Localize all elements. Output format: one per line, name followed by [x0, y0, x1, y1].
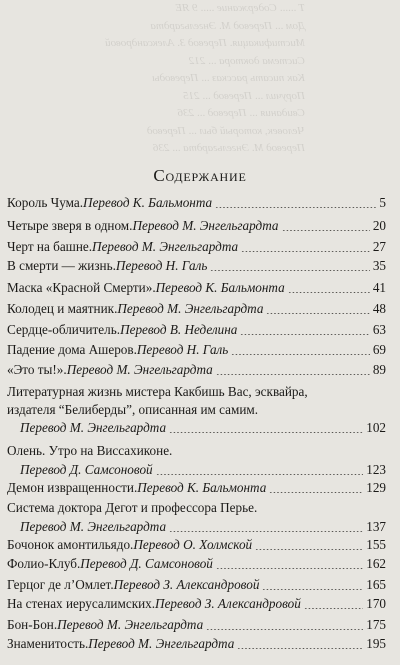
toc-entry[interactable] [20, 518, 386, 536]
toc-entry[interactable] [7, 321, 386, 339]
dot-leader [304, 608, 363, 609]
toc-entry-translator: Перевод М. Энгельгардта [92, 239, 239, 254]
toc-entry-page: 48 [372, 301, 386, 316]
toc-entry-page: 175 [366, 617, 386, 632]
toc-entry-page: 27 [372, 239, 386, 254]
toc-entry-page: 170 [366, 596, 386, 611]
dot-leader [241, 251, 370, 252]
dot-leader [282, 230, 370, 231]
toc-entry-translator: Перевод М. Энгельгардта [117, 301, 264, 316]
toc-entry[interactable] [7, 479, 386, 497]
toc-entry-title: Демон извращенности. [7, 480, 138, 495]
toc-entry-translator: Перевод М. Энгельгардта [132, 218, 279, 233]
bleed-line: Как писать рассказ ... Переводы [152, 72, 305, 84]
toc-entry-translator: Перевод М. Энгельгардта [66, 362, 213, 377]
toc-entry[interactable] [7, 194, 386, 212]
toc-entry-page: 165 [366, 577, 386, 592]
bleed-line: Т ...... Содержание ..... 9 ЯЕ [175, 2, 305, 14]
toc-entry-page: 5 [379, 195, 386, 210]
page-title: Содержание [153, 166, 247, 185]
dot-leader [240, 334, 369, 335]
dot-leader [266, 313, 369, 314]
toc-entry-translator: Перевод Д. Самсоновой [80, 556, 213, 571]
toc-entry[interactable] [7, 576, 386, 594]
toc-entry-title-line: Система доктора Дегот и профессора Перье. [7, 500, 258, 515]
toc-entry[interactable] [7, 536, 386, 554]
toc-entry-translator: Перевод З. Александровой [155, 596, 301, 611]
toc-entry-page: 89 [372, 362, 386, 377]
toc-entry-title: Четыре зверя в одном. [7, 218, 133, 233]
toc-entry[interactable] [7, 300, 386, 318]
toc-entry-page: 35 [372, 258, 386, 273]
toc-entry-title: На стенах иерусалимских. [7, 596, 156, 611]
toc-entry-title: Бочонок амонтильядо. [7, 537, 134, 552]
dot-leader [216, 568, 363, 569]
toc-entry-translator: Перевод О. Холмской [133, 537, 253, 552]
toc-entry-page: 195 [366, 636, 386, 651]
toc-entry-translator: Перевод К. Бальмонта [155, 280, 285, 295]
dot-leader [216, 374, 370, 375]
toc-entry-page: 63 [372, 322, 386, 337]
dot-leader [269, 492, 363, 493]
toc-entry[interactable] [7, 217, 386, 235]
toc-entry-translator: Перевод К. Бальмонта [137, 480, 267, 495]
toc-entry-title: Герцог де л’Омлет. [7, 577, 114, 592]
bleed-line: Свидания ... Перевод ... 236 [177, 107, 305, 119]
toc-entry-title: Бон-Бон. [7, 617, 58, 632]
toc-entry-title: Фолио-Клуб. [7, 556, 81, 571]
dot-leader [288, 292, 370, 293]
toc-entry-translator: Перевод М. Энгельгардта [20, 519, 167, 534]
bleed-line: Человек, который был ... Перевод [146, 124, 305, 137]
toc-entry[interactable] [20, 461, 386, 479]
toc-entry-title: Колодец и маятник. [7, 301, 118, 316]
toc-entry-page: 155 [366, 537, 386, 552]
toc-entry-page: 162 [366, 556, 386, 571]
toc-entry-translator: Перевод З. Александровой [113, 577, 260, 592]
toc-entry-title: Черт на башне. [7, 239, 93, 254]
toc-entry-page: 137 [366, 519, 386, 534]
toc-entry-translator: Перевод М. Энгельгардта [88, 636, 235, 651]
toc-entry-translator: Перевод Н. Галь [115, 258, 208, 273]
toc-entry[interactable] [7, 257, 386, 275]
toc-entry-title: «Это ты!». [7, 362, 67, 377]
toc-entry-page: 69 [372, 342, 386, 357]
toc-entry-title: Сердце-обличитель. [7, 322, 121, 337]
dot-leader [169, 432, 363, 433]
dot-leader [215, 207, 376, 208]
toc-entry[interactable] [7, 279, 386, 297]
dot-leader [262, 589, 363, 590]
toc-entry-title: В смерти — жизнь. [7, 258, 116, 273]
toc-entry-title-line: Олень. Утро на Виссахиконе. [7, 443, 173, 458]
toc-entry[interactable] [7, 616, 386, 634]
toc-entry-translator: Перевод К. Бальмонта [83, 195, 213, 210]
toc-entry-page: 41 [372, 280, 386, 295]
toc-entry-page: 129 [366, 480, 386, 495]
bleed-line: Мистификация. Перевод З. Александровой [105, 37, 305, 49]
toc-entry-page: 102 [366, 420, 386, 435]
dot-leader [169, 531, 363, 532]
toc-entry[interactable] [20, 419, 386, 437]
bleed-line: Поручил ... Перевод ... 215 [183, 89, 305, 102]
toc-entry[interactable] [7, 555, 386, 573]
toc-entry-title: Маска «Красной Смерти». [7, 280, 156, 295]
toc-entry-title: Знаменитость. [7, 636, 89, 651]
toc-entry-title-line: издателя “Белиберды”, описанная им самим. [7, 402, 259, 417]
bleed-line: Перевод М. Энгельгардта ... 236 [152, 142, 305, 154]
dot-leader [231, 354, 370, 355]
dot-leader [206, 629, 363, 630]
toc-entry[interactable] [7, 595, 386, 613]
toc-entry-translator: Перевод Н. Галь [136, 342, 229, 357]
toc-entry-translator: Перевод М. Энгельгардта [20, 420, 167, 435]
toc-entry-title: Падение дома Ашеров. [7, 342, 137, 357]
bleed-line: Система доктора ... 212 [188, 54, 305, 67]
dot-leader [237, 648, 363, 649]
toc-entry-title: Король Чума. [7, 195, 84, 210]
dot-leader [210, 270, 369, 271]
dot-leader [156, 474, 364, 475]
toc-entry-title-line: Литературная жизнь мистера Какбишь Вас, эсквайра, [7, 384, 308, 399]
dot-leader [255, 549, 363, 550]
toc-entry-translator: Перевод Д. Самсоновой [20, 462, 153, 477]
toc-entry-page: 123 [366, 462, 386, 477]
toc-entry-page: 20 [372, 218, 386, 233]
toc-entry[interactable] [7, 361, 386, 379]
toc-entry[interactable] [7, 341, 386, 359]
toc-entry-translator: Перевод М. Энгельгардта [57, 617, 204, 632]
toc-entry[interactable] [7, 238, 386, 256]
toc-entry[interactable] [7, 635, 386, 653]
bleed-line: Дом ... Перевод М. Энгельгардта [150, 19, 305, 32]
toc-entry-translator: Перевод В. Неделина [120, 322, 238, 337]
